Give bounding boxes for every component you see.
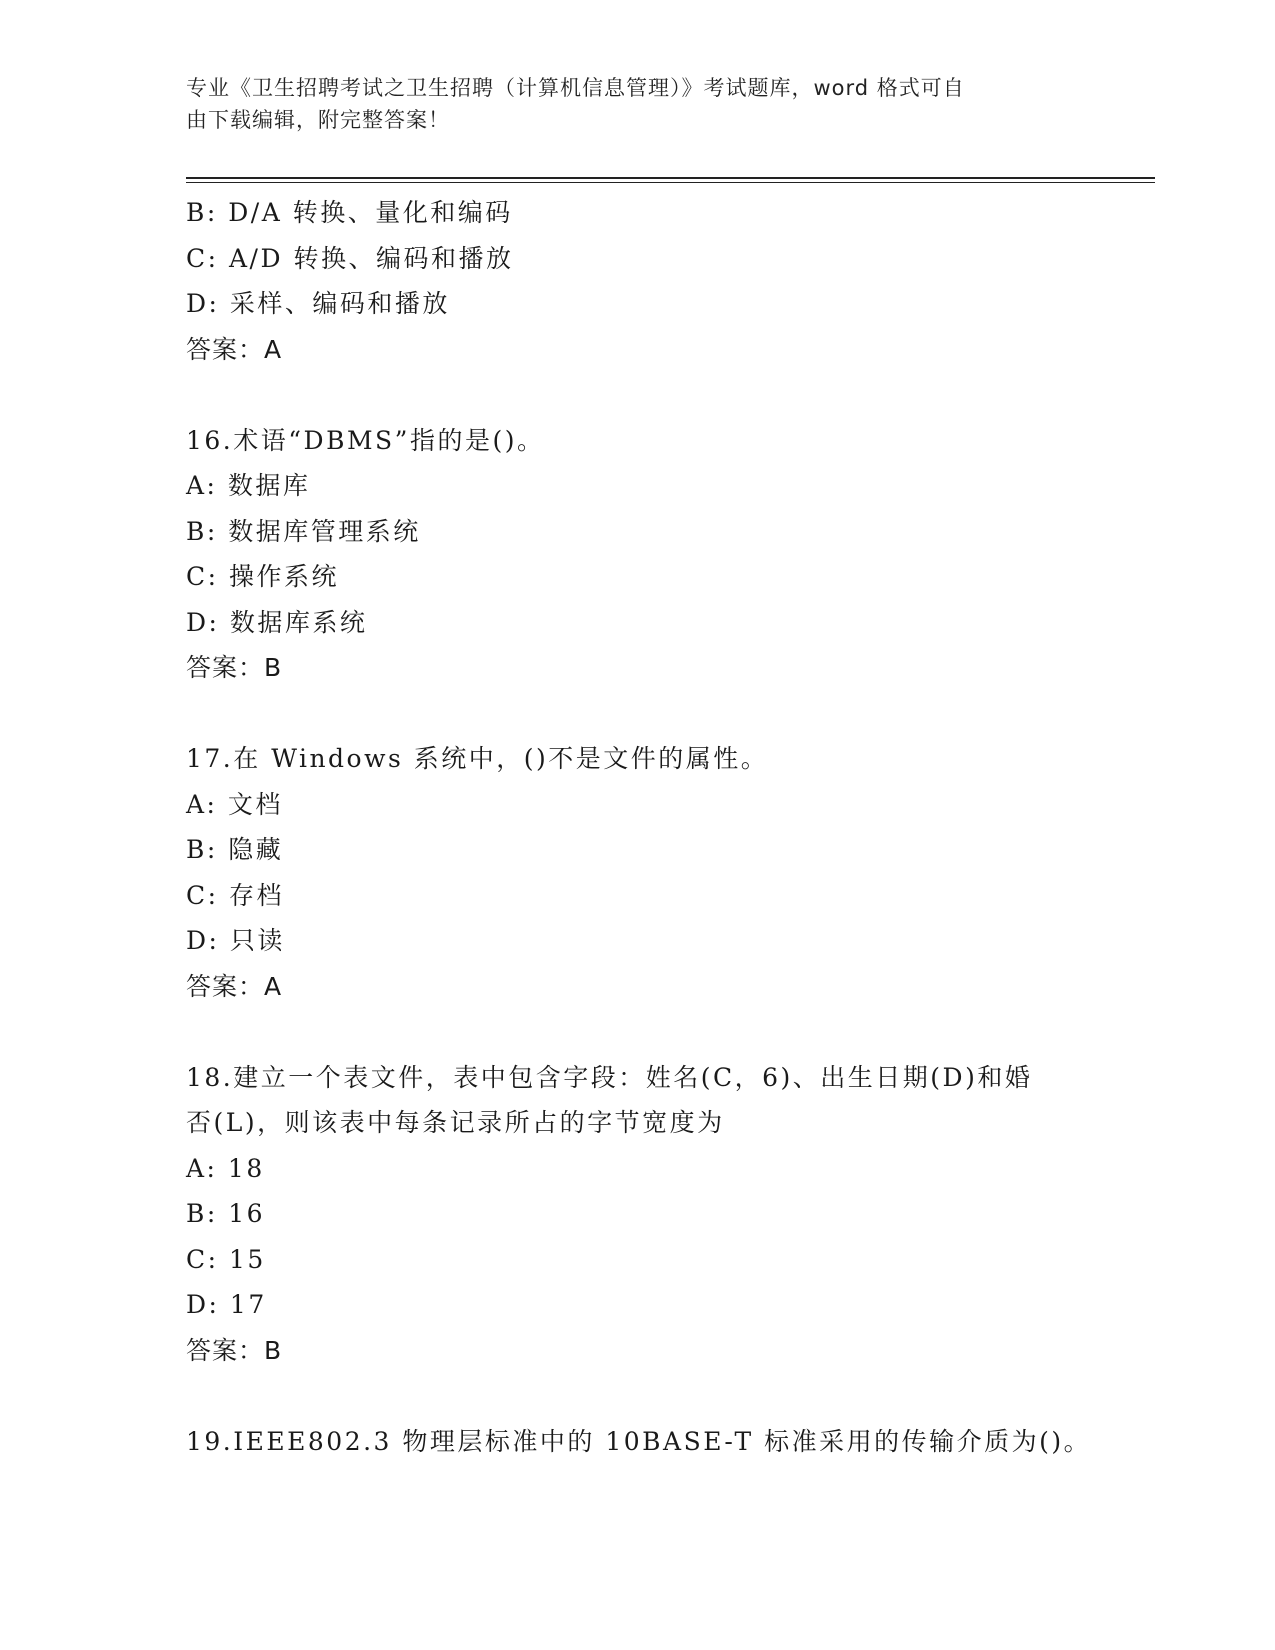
answer-line: 答案：B <box>186 1335 283 1365</box>
question-spacer <box>186 1009 1086 1055</box>
option-d: D: 只读 <box>186 926 285 955</box>
answer-line: 答案：A <box>186 971 283 1001</box>
option-d: D: 数据库系统 <box>186 607 368 637</box>
option-b: B: 16 <box>186 1199 266 1228</box>
option-d: D: 采样、编码和播放 <box>186 289 450 318</box>
question-block-17 <box>186 736 1086 1009</box>
question-block-18 <box>186 1055 1086 1374</box>
question-stem-line-1: 18.建立一个表文件，表中包含字段：姓名(C，6)、出生日期(D)和婚 <box>186 1062 1033 1092</box>
option-c: C: 操作系统 <box>186 562 339 591</box>
option-b: B: 隐藏 <box>186 835 284 864</box>
option-b: B: D/A 转换、量化和编码 <box>186 198 513 227</box>
question-spacer <box>186 1373 1086 1419</box>
question-list <box>186 190 1092 1464</box>
option-b: B: 数据库管理系统 <box>186 516 421 546</box>
option-d: D: 17 <box>186 1290 267 1319</box>
option-c: C: A/D 转换、编码和播放 <box>186 243 514 273</box>
question-spacer <box>186 372 1086 418</box>
header-divider-thin <box>186 182 1155 183</box>
question-stem-line-2: 否(L)，则该表中每条记录所占的字节宽度为 <box>186 1108 725 1137</box>
question-stem: 16.术语“DBMS”指的是()。 <box>186 425 545 455</box>
option-c: C: 存档 <box>186 880 284 910</box>
header-divider-thick <box>186 177 1155 179</box>
question-stem: 19.IEEE802.3 物理层标准中的 10BASE-T 标准采用的传输介质为()。 <box>186 1426 1092 1456</box>
header-line-2: 由下载编辑，附完整答案！ <box>186 108 450 132</box>
question-stem: 17.在 Windows 系统中，()不是文件的属性。 <box>186 744 769 773</box>
answer-line: 答案：B <box>186 653 283 682</box>
question-block-19 <box>186 1419 1092 1465</box>
option-c: C: 15 <box>186 1244 266 1274</box>
option-a: A: 数据库 <box>186 471 311 500</box>
question-spacer <box>186 691 1086 737</box>
option-a: A: 文档 <box>186 789 283 819</box>
document-header <box>186 72 1066 136</box>
answer-line: 答案：A <box>186 334 283 364</box>
header-line-1: 专业《卫生招聘考试之卫生招聘（计算机信息管理）》考试题库，word 格式可自 <box>186 76 965 100</box>
option-a: A: 18 <box>186 1153 265 1183</box>
question-block-15 <box>186 190 1086 372</box>
question-block-16 <box>186 418 1086 691</box>
